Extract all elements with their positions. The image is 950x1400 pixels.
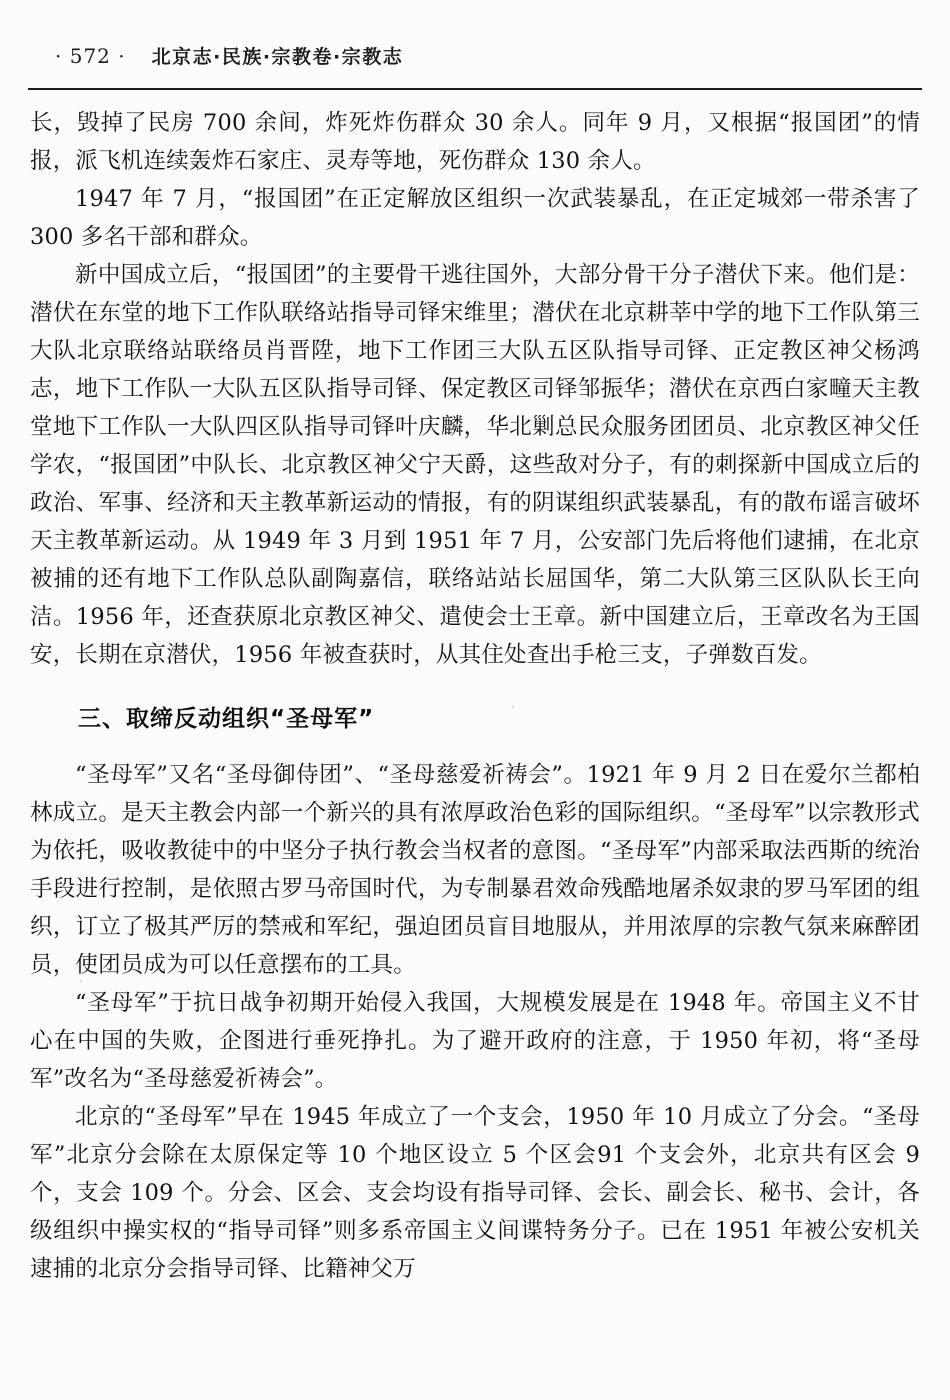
paragraph: 新中国成立后，“报国团”的主要骨干逃往国外，大部分骨干分子潜伏下来。他们是：潜伏在东堂的地下工作队联络站指导司铎宋维里；潜伏在北京耕莘中学的地下工作队第三大队北京联络站联络员肖晋陞，地下工作团三大队五区队指导司铎、正定教区神父杨鸿志，地下工作队一大队五区队指导司铎、保定教区司铎邹振华；潜伏在京西白家疃天主教堂地下工作队一大队四区队指导司铎叶庆麟，华北剿总民众服务团团员、北京教区神父任学农，“报国团”中队长、北京教区神父宁天爵，这些敌对分子，有的刺探新中国成立后的政治、军事、经济和天主教革新运动的情报，有的阴谋组织武装暴乱，有的散布谣言破坏天主教革新运动。从 1949 年 3 月到 1951 年 7 月，公安部门先后将他们逮捕，在北京被捕的还有地下工作队总队副陶嘉信，联络站站长屈国华，第二大队第三区队队长王向洁。1956 年，还查获原北京教区神父、遣使会士王章。新中国建立后，王章改名为王国安，长期在京潜伏，1956 年被查获时，从其住处查出手枪三支，子弹数百发。 <box>30 262 920 668</box>
paragraph: 长，毁掉了民房 700 余间，炸死炸伤群众 30 余人。同年 9 月，又根据“报国团”的情报，派飞机连续轰炸石家庄、灵寿等地，死伤群众 130 余人。 <box>30 110 920 174</box>
paragraph: 1947 年 7 月，“报国团”在正定解放区组织一次武装暴乱，在正定城郊一带杀害了 300 多名干部和群众。 <box>30 186 920 250</box>
paragraph: “圣母军”于抗日战争初期开始侵入我国，大规模发展是在 1948 年。帝国主义不甘心在中国的失败，企图进行垂死挣扎。为了避开政府的注意，于 1950 年初，将“圣母军”改名为“圣母慈爱祈祷会”。 <box>30 990 920 1092</box>
paragraph: “圣母军”又名“圣母御侍团”、“圣母慈爱祈祷会”。1921 年 9 月 2 日在爱尔兰都柏林成立。是天主教会内部一个新兴的具有浓厚政治色彩的国际组织。“圣母军”以宗教形式为依托，吸收教徒中的中坚分子执行教会当权者的意图。“圣母军”内部采取法西斯的统治手段进行控制，是依照古罗马帝国时代，为专制暴君效命残酷地屠杀奴隶的罗马军团的组织，订立了极其严厉的禁戒和军纪，强迫团员盲目地服从，并用浓厚的宗教气氛来麻醉团员，使团员成为可以任意摆布的工具。 <box>30 762 920 978</box>
paragraph: 北京的“圣母军”早在 1945 年成立了一个支会，1950 年 10 月成立了分会。“圣母军”北京分会除在太原保定等 10 个地区设立 5 个区会91 个支会外，北京共有区会 9 个，支会 109 个。分会、区会、支会均设有指导司铎、会长、副会长、秘书、会计，各级组织中操实权的“指导司铎”则多系帝国主义间谍特务分子。已在 1951 年被公安机关逮捕的北京分会指导司铎、比籍神父万 <box>30 1104 920 1282</box>
header-rule <box>28 88 922 90</box>
page-number: · 572 · <box>55 44 126 68</box>
running-title: 北京志·民族·宗教卷·宗教志 <box>151 46 404 68</box>
body-column <box>30 104 920 1288</box>
page-header <box>55 42 895 72</box>
section-heading: 三、取缔反动组织“圣母军” <box>78 706 375 732</box>
